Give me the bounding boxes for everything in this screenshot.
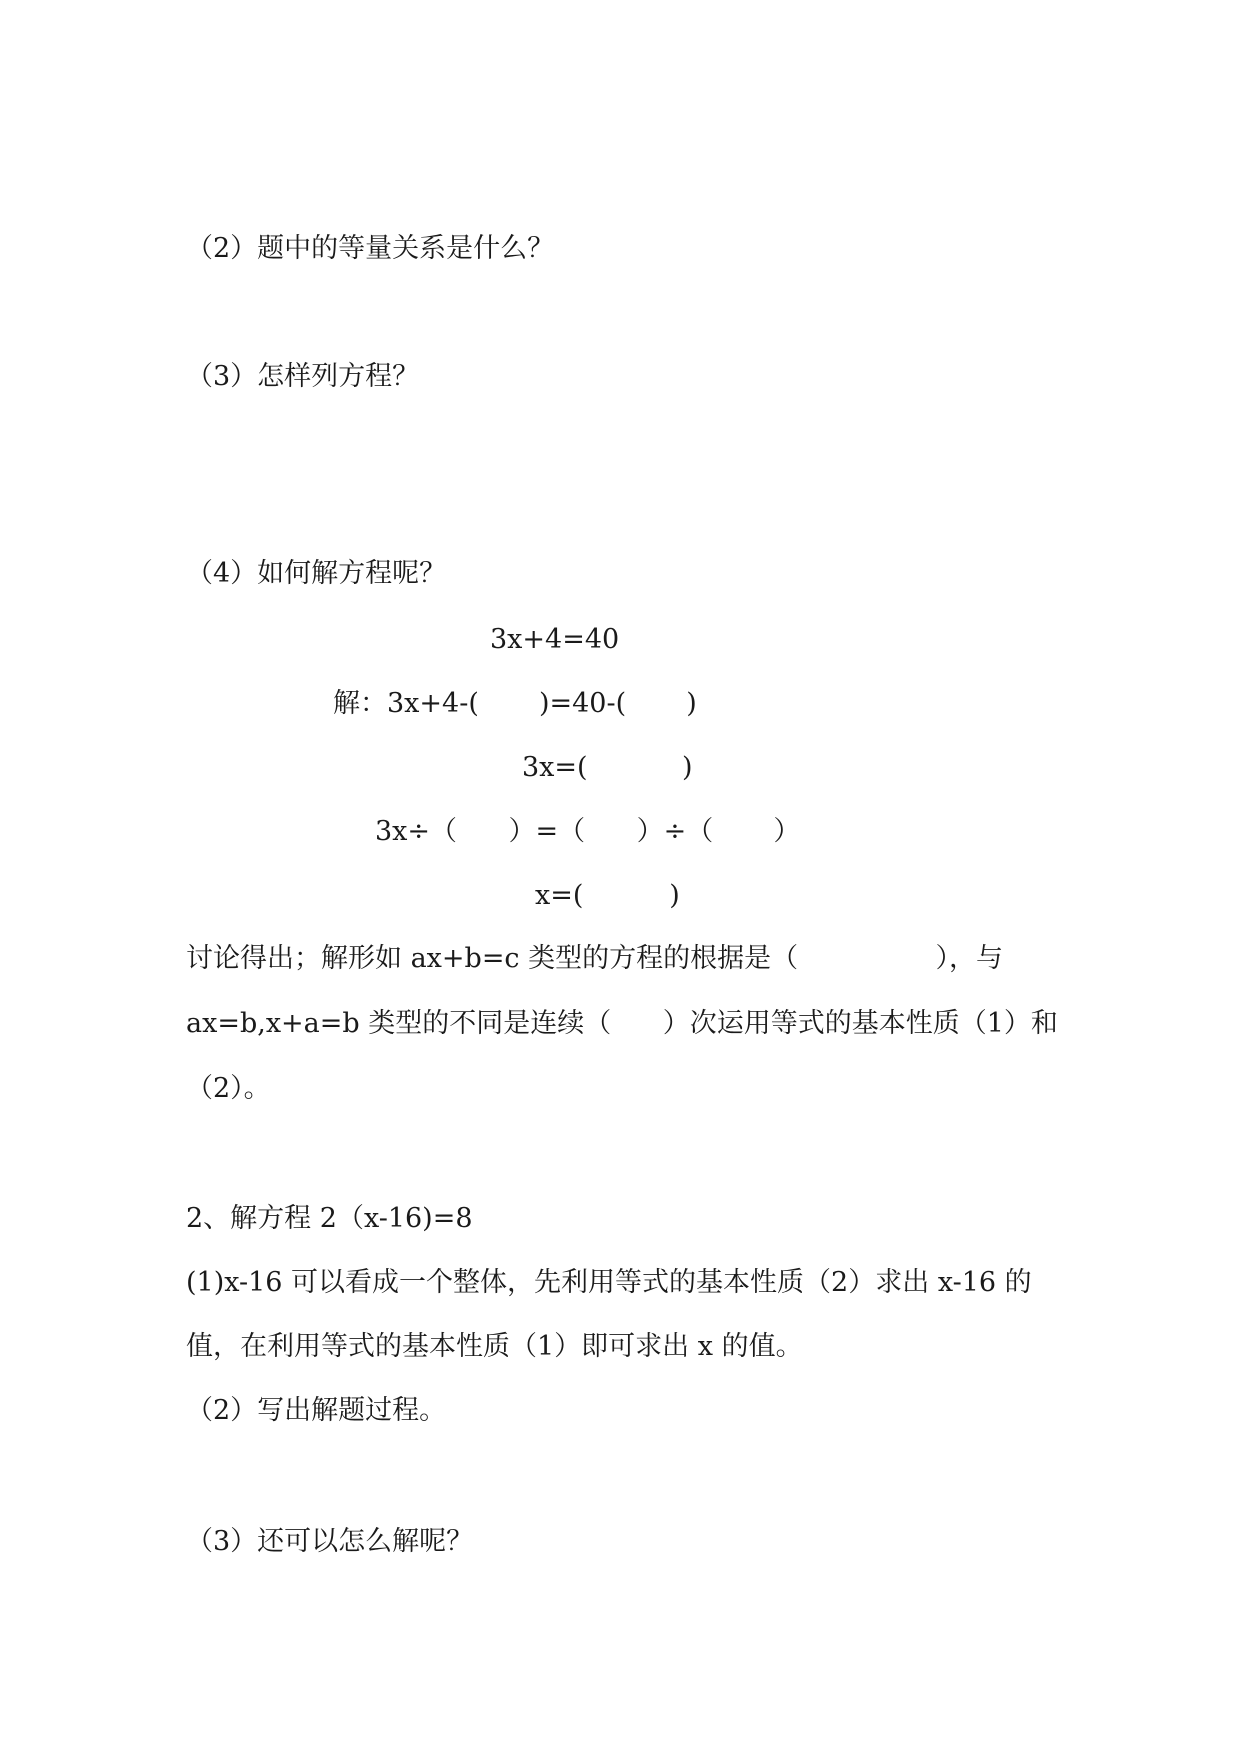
- equation: 3x+4=40: [490, 624, 620, 655]
- problem-2-step-2: （2）写出解题过程。: [186, 1395, 447, 1426]
- problem-2-step-1-line-1: (1)x-16 可以看成一个整体，先利用等式的基本性质（2）求出 x-16 的: [186, 1267, 1032, 1298]
- discussion-line-3: （2）。: [186, 1073, 271, 1104]
- question-4: （4）如何解方程呢？: [186, 558, 447, 589]
- discussion-line-1: 讨论得出；解形如 ax+b=c 类型的方程的根据是（ ），与: [186, 943, 1003, 974]
- question-3: （3）怎样列方程？: [186, 361, 420, 392]
- problem-2-step-3: （3）还可以怎么解呢？: [186, 1526, 474, 1557]
- solution-step-1: 解：3x+4-( )=40-( ): [333, 688, 697, 719]
- discussion-line-2: ax=b,x+a=b 类型的不同是连续（ ）次运用等式的基本性质（1）和: [186, 1008, 1058, 1039]
- solution-step-3: 3x÷（ ）=（ ）÷（ ）: [375, 816, 801, 847]
- solution-step-2: 3x=( ): [522, 752, 693, 783]
- solution-step-4: x=( ): [535, 880, 680, 911]
- question-2: （2）题中的等量关系是什么？: [186, 233, 555, 264]
- problem-2-step-1-line-2: 值，在利用等式的基本性质（1）即可求出 x 的值。: [186, 1331, 803, 1362]
- problem-2-title: 2、解方程 2（x-16)=8: [186, 1203, 473, 1234]
